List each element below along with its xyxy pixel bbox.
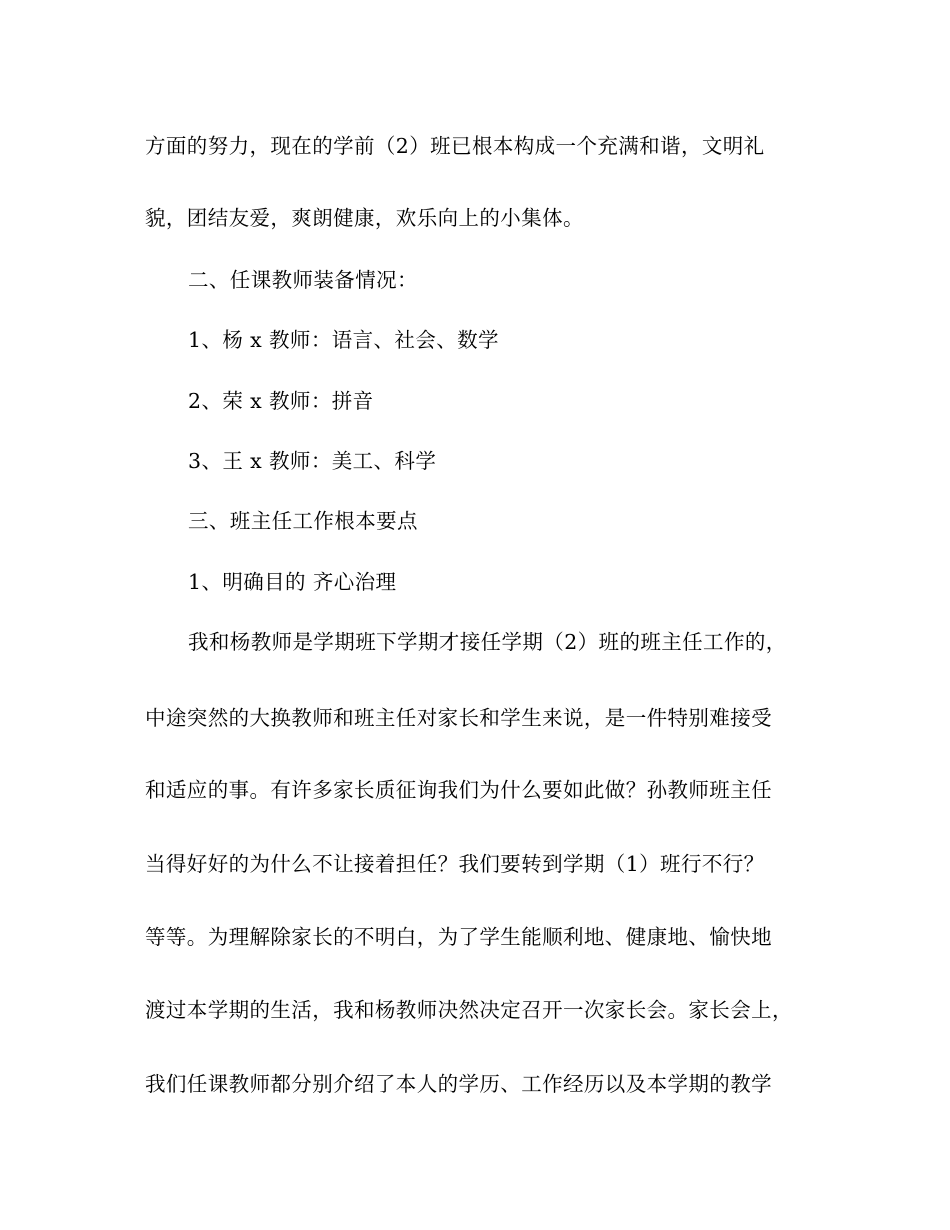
- paragraph-line: 我们任课教师都分别介绍了本人的学历、工作经历以及本学期的教学: [145, 1072, 772, 1096]
- paragraph-line: 等等。为理解除家长的不明白，为了学生能顺利地、健康地、愉快地: [145, 925, 772, 949]
- paragraph-line: 当得好好的为什么不让接着担任？我们要转到学期（1）班行不行？: [145, 852, 765, 876]
- section-heading: 二、任课教师装备情况：: [188, 268, 418, 292]
- paragraph-line: 中途突然的大换教师和班主任对家长和学生来说，是一件特别难接受: [145, 706, 772, 730]
- paragraph-line: 方面的努力，现在的学前（2）班已根本构成一个充满和谐，文明礼: [145, 134, 765, 158]
- paragraph-line: 渡过本学期的生活，我和杨教师决然决定召开一次家长会。家长会上，: [145, 998, 793, 1022]
- list-item: 2、荣 x 教师：拼音: [188, 389, 374, 413]
- list-item: 3、王 x 教师：美工、科学: [188, 449, 437, 473]
- paragraph-line: 我和杨教师是学期班下学期才接任学期（2）班的班主任工作的，: [188, 630, 787, 654]
- section-heading: 三、班主任工作根本要点: [188, 509, 418, 533]
- paragraph-line: 和适应的事。有许多家长质征询我们为什么要如此做？孙教师班主任: [145, 778, 772, 802]
- list-item: 1、杨 x 教师：语言、社会、数学: [188, 328, 499, 352]
- paragraph-line: 貌，团结友爱，爽朗健康，欢乐向上的小集体。: [145, 206, 584, 230]
- subsection-heading: 1、明确目的 齐心治理: [188, 570, 397, 594]
